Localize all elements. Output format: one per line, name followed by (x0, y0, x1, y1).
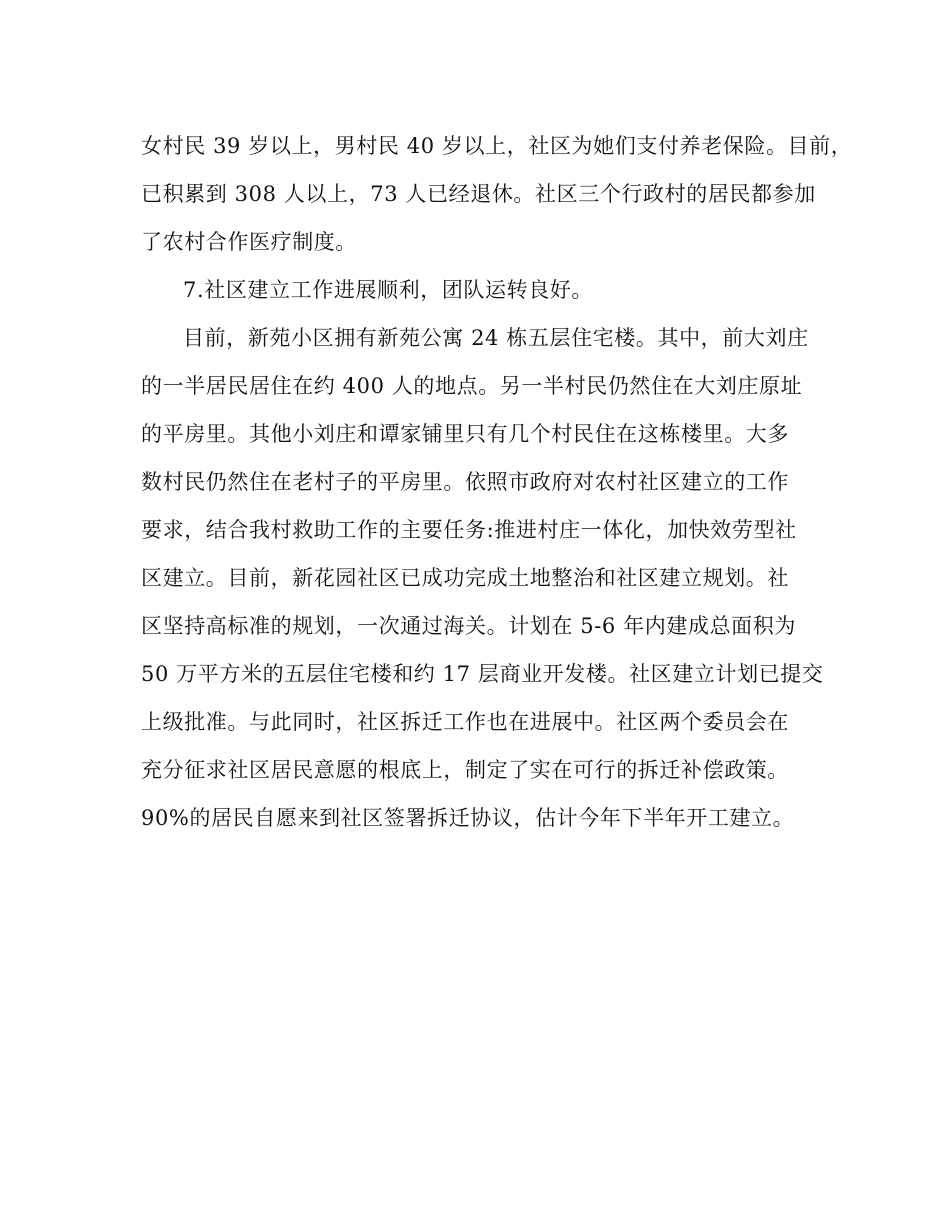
paragraph-2-line-9: 上级批准。与此同时，社区拆迁工作也在进展中。社区两个委员会在 (141, 710, 789, 734)
section-heading: 7.社区建立工作进展顺利，团队运转良好。 (183, 278, 594, 302)
paragraph-2-line-5: 要求，结合我村救助工作的主要任务:推进村庄一体化，加快效劳型社 (141, 518, 797, 542)
paragraph-2-line-11: 90%的居民自愿来到社区签署拆迁协议，估计今年下半年开工建立。 (141, 806, 795, 830)
paragraph-2-line-6: 区建立。目前，新花园社区已成功完成土地整治和社区建立规划。社 (141, 566, 789, 590)
paragraph-2-line-1: 目前，新苑小区拥有新苑公寓 24 栋五层住宅楼。其中，前大刘庄 (183, 326, 809, 350)
paragraph-1-line-1: 女村民 39 岁以上，男村民 40 岁以上，社区为她们支付养老保险。目前， (141, 134, 853, 158)
paragraph-1-line-3: 了农村合作医疗制度。 (141, 230, 357, 254)
paragraph-2-line-10: 充分征求社区居民意愿的根底上，制定了实在可行的拆迁补偿政策。 (141, 758, 789, 782)
paragraph-2-line-3: 的平房里。其他小刘庄和谭家铺里只有几个村民住在这栋楼里。大多 (141, 422, 789, 446)
paragraph-2-line-8: 50 万平方米的五层住宅楼和约 17 层商业开发楼。社区建立计划已提交 (141, 662, 824, 686)
paragraph-2-line-2: 的一半居民居住在约 400 人的地点。另一半村民仍然住在大刘庄原址 (141, 374, 803, 398)
paragraph-1-line-2: 已积累到 308 人以上，73 人已经退休。社区三个行政村的居民都参加 (141, 182, 816, 206)
paragraph-2-line-7: 区坚持高标准的规划，一次通过海关。计划在 5-6 年内建成总面积为 (141, 614, 796, 638)
paragraph-2-line-4: 数村民仍然住在老村子的平房里。依照市政府对农村社区建立的工作 (141, 470, 789, 494)
